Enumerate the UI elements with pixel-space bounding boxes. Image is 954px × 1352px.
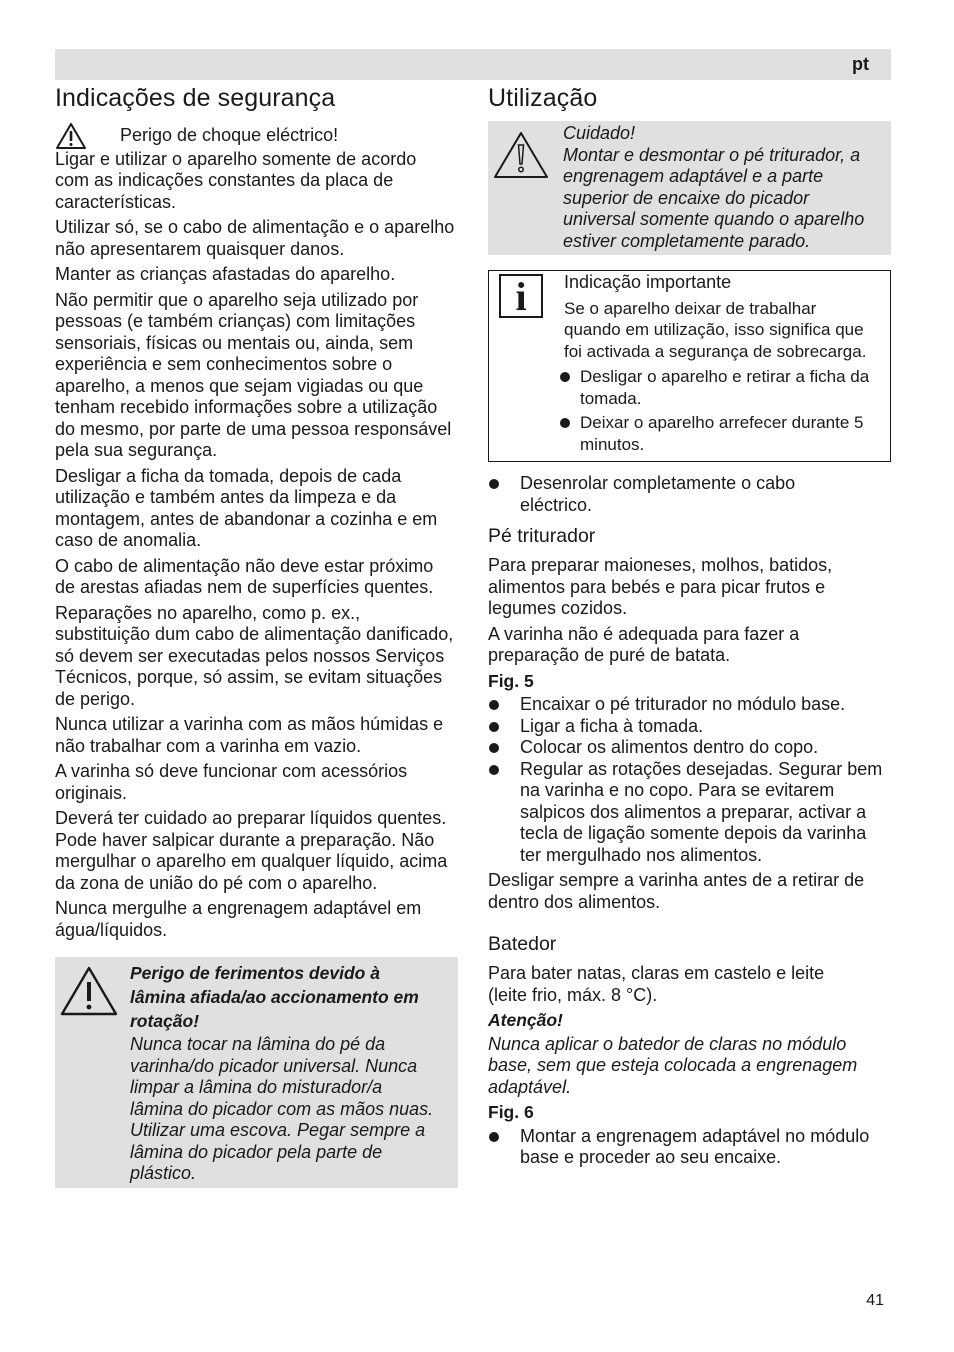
info-icon: i: [499, 274, 543, 318]
paragraph: Não permitir que o aparelho seja utilizado por pessoas (e também crianças) com limitações sensoriais, físicas ou mentais ou, ainda, sem experiência e sem conhecimentos sobre o aparelho, a menos que sejam vigiadas ou que tenham recebido informações sobre a utilização do mesmo, por parte de uma pessoa responsável pela sua segurança.: [55, 289, 452, 460]
unroll-bullet-list: [488, 473, 891, 516]
figure-reference: Fig. 6: [488, 1102, 534, 1122]
warning-triangle-icon: [59, 965, 119, 1017]
caution-box: [488, 121, 891, 255]
info-title: Indicação importante: [564, 272, 732, 292]
caution-title: Cuidado!: [563, 123, 636, 143]
list-item: Colocar os alimentos dentro do copo.: [488, 737, 891, 759]
list-item: Encaixar o pé triturador no módulo base.: [488, 694, 891, 716]
paragraph: Nunca utilizar a varinha com as mãos húmidas e não trabalhar com a varinha em vazio.: [55, 714, 444, 756]
attention-label: Atenção!: [488, 1010, 563, 1030]
page-number: 41: [866, 1292, 884, 1309]
warning-triangle-icon: [55, 122, 87, 150]
paragraph: Ligar e utilizar o aparelho somente de acordo com as indicações constantes da placa de características.: [55, 148, 417, 212]
paragraph: Desligar sempre a varinha antes de a retirar de dentro dos alimentos.: [488, 870, 865, 912]
shock-warning-heading: Perigo de choque eléctrico!: [55, 125, 458, 147]
caution-triangle-icon: [492, 130, 550, 180]
pe-triturador-heading: Pé triturador: [488, 525, 596, 547]
injury-warning-text: Nunca tocar na lâmina do pé da varinha/do picador universal. Nunca limpar a lâmina do misturador/a lâmina do picador com as mãos nuas. Utilizar uma escova. Pegar sempre a lâmina do picador pela parte de plástico.: [130, 1034, 434, 1183]
left-column: [55, 84, 458, 1188]
list-item: Ligar a ficha à tomada.: [488, 716, 891, 738]
usage-title: Utilização: [488, 84, 598, 112]
list-item: Regular as rotações desejadas. Segurar bem na varinha e no copo. Para se evitarem salpicos dos alimentos a preparar, activar a tecla de ligação somente depois da varinha ter mergulhado nos alimentos.: [488, 759, 891, 867]
paragraph: Para bater natas, claras em castelo e leite (leite frio, máx. 8 °C).: [488, 963, 825, 1005]
paragraph: A varinha só deve funcionar com acessórios originais.: [55, 761, 408, 803]
paragraph: Manter as crianças afastadas do aparelho.: [55, 264, 396, 284]
pe-steps-list: [488, 694, 891, 866]
paragraph: A varinha não é adequada para fazer a preparação de puré de batata.: [488, 623, 800, 665]
batedor-steps-list: [488, 1126, 891, 1169]
list-item: Desenrolar completamente o cabo eléctrico.: [488, 473, 840, 516]
batedor-heading: Batedor: [488, 933, 557, 955]
injury-warning-box: [55, 957, 458, 1188]
header-bar: [55, 49, 891, 80]
language-code: pt: [852, 54, 869, 74]
list-item: Desligar o aparelho e retirar a ficha da tomada.: [558, 366, 876, 409]
right-column: [488, 84, 891, 1173]
paragraph: O cabo de alimentação não deve estar próximo de arestas afiadas nem de superfícies quentes.: [55, 555, 434, 597]
info-text: Se o aparelho deixar de trabalhar quando em utilização, isso significa que foi activada a segurança de sobrecarga.: [564, 298, 867, 361]
paragraph: Utilizar só, se o cabo de alimentação e o aparelho não apresentarem quaisquer danos.: [55, 217, 455, 259]
list-item: Deixar o aparelho arrefecer durante 5 minutos.: [558, 412, 876, 455]
paragraph: Nunca mergulhe a engrenagem adaptável em água/líquidos.: [55, 898, 422, 940]
attention-text: Nunca aplicar o batedor de claras no módulo base, sem que esteja colocada a engrenagem adaptável.: [488, 1033, 858, 1097]
paragraph: Desligar a ficha da tomada, depois de cada utilização e também antes da limpeza e da montagem, antes de abandonar a cozinha e em caso de anomalia.: [55, 465, 438, 550]
list-item: Montar a engrenagem adaptável no módulo base e proceder ao seu encaixe.: [488, 1126, 891, 1169]
figure-reference: Fig. 5: [488, 670, 534, 691]
paragraph: Deverá ter cuidado ao preparar líquidos quentes. Pode haver salpicar durante a preparação. Não mergulhar o aparelho em qualquer líquido, acima da zona de união do pé com o aparelho.: [55, 808, 448, 893]
caution-text: Montar e desmontar o pé triturador, a engrenagem adaptável e a parte superior de encaixe do picador universal somente quando o aparelho estiver completamente parado.: [563, 144, 865, 251]
paragraph: Reparações no aparelho, como p. ex., substituição dum cabo de alimentação danificado, só devem ser executadas pelos nossos Serviços Técnicos, porque, só assim, se evitam situações de perigo.: [55, 602, 454, 709]
safety-title: Indicações de segurança: [55, 84, 336, 112]
important-info-box: [488, 270, 891, 462]
injury-warning-title: Perigo de ferimentos devido à lâmina afiada/ao accionamento em rotação!: [130, 963, 419, 1031]
info-bullet-list: [558, 366, 876, 455]
paragraph: Para preparar maioneses, molhos, batidos, alimentos para bebés e para picar frutos e legumes cozidos.: [488, 555, 833, 618]
